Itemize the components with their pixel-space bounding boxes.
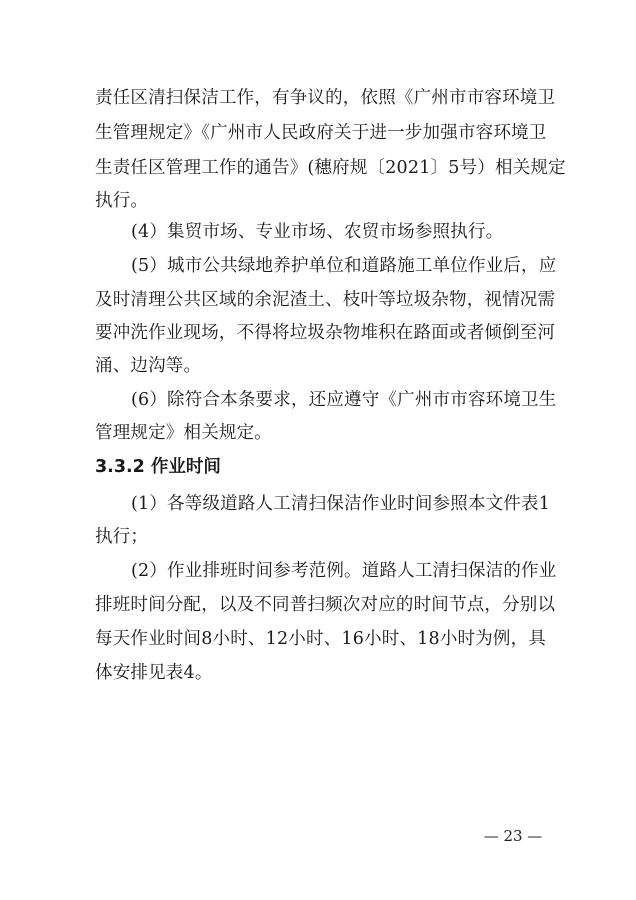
- body-text-line: 涌、边沟等。: [95, 356, 202, 376]
- body-text-line: 管理规定》相关规定。: [95, 423, 272, 443]
- list-item-4: (4）集贸市场、专业市场、农贸市场参照执行。: [131, 222, 504, 242]
- body-text-line: 责任区清扫保洁工作，有争议的，依照《广州市市容环境卫: [95, 88, 556, 108]
- section-heading: 3.3.2 作业时间: [95, 457, 221, 477]
- page-number: — 23 —: [483, 827, 543, 845]
- body-text-line: 生责任区管理工作的通告》(穗府规〔2021〕5号）相关规定: [95, 158, 566, 178]
- body-text-line: 体安排见表4。: [95, 663, 213, 683]
- body-text-line: 生管理规定》《广州市人民政府关于进一步加强市容环境卫: [95, 123, 547, 143]
- list-item-1: (1）各等级道路人工清扫保洁作业时间参照本文件表1: [131, 494, 551, 514]
- list-item-5: (5）城市公共绿地养护单位和道路施工单位作业后，应: [131, 256, 557, 276]
- body-text-line: 执行。: [95, 191, 149, 211]
- body-text-line: 排班时间分配，以及不同普扫频次对应的时间节点，分别以: [95, 595, 556, 615]
- body-text-line: 每天作业时间8小时、12小时、16小时、18小时为例，具: [95, 629, 547, 649]
- list-item-2: (2）作业排班时间参考范例。道路人工清扫保洁的作业: [131, 561, 557, 581]
- body-text-line: 要冲洗作业现场，不得将垃圾杂物堆积在路面或者倾倒至河: [95, 323, 556, 343]
- list-item-6: (6）除符合本条要求，还应遵守《广州市市容环境卫生: [131, 390, 557, 410]
- body-text-line: 及时清理公共区域的余泥渣土、枝叶等垃圾杂物，视情况需: [95, 290, 556, 310]
- body-text-line: 执行；: [95, 527, 149, 547]
